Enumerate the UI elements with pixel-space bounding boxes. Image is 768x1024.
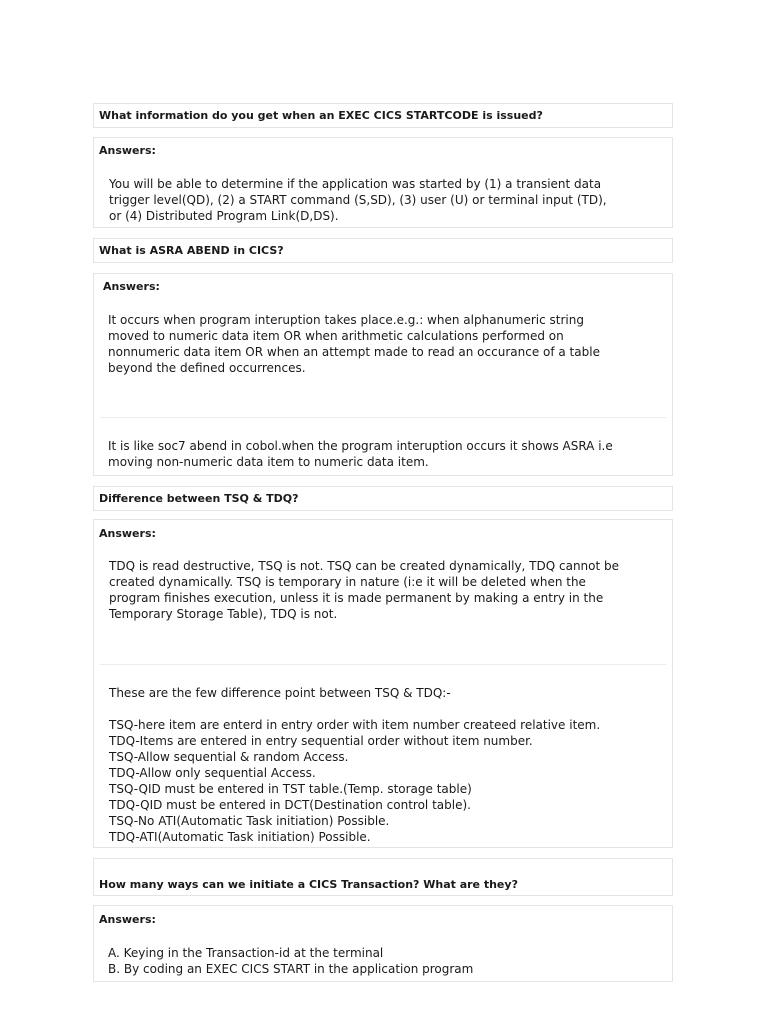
answers-label-2: Answers:	[103, 280, 160, 293]
answers-label-4: Answers:	[99, 913, 156, 926]
question-box-1	[93, 103, 673, 128]
answer-paragraph-4a: A. Keying in the Transaction-id at the terminal B. By coding an EXEC CICS START in the application program	[108, 946, 474, 976]
answer-paragraph-1a: You will be able to determine if the application was started by (1) a transient data trigger level(QD), (2) a START command (S,SD), (3) user (U) or terminal input (TD), or (4) Distributed Program Link(D,DS).	[109, 177, 607, 223]
answer-paragraph-2a: It occurs when program interuption takes place.e.g.: when alphanumeric string moved to numeric data item OR when arithmetic calculations performed on nonnumeric data item OR when an attempt made to read an occurance of a table beyond the defined occurrences.	[108, 313, 600, 375]
answer-box-3	[93, 519, 673, 848]
answers-label-3: Answers:	[99, 527, 156, 540]
answers-label-1: Answers:	[99, 144, 156, 157]
answer-divider-2	[100, 417, 666, 418]
question-text-4: How many ways can we initiate a CICS Transaction? What are they?	[99, 878, 518, 891]
answer-paragraph-3b: These are the few difference point between TSQ & TDQ:- TSQ-here item are enterd in entry order with item number createed relative item. TDQ-Items are entered in entry sequential order without item number. TSQ-Allow sequential & random Access. TDQ-Allow only sequential Access. TSQ-QID must be entered in TST table.(Temp. storage table) TDQ-QID must be entered in DCT(Destination control table). TSQ-No ATI(Automatic Task initiation) Possible. TDQ-ATI(Automatic Task initiation) Possible.	[109, 686, 601, 844]
question-box-4	[93, 858, 673, 896]
question-text-1: What information do you get when an EXEC CICS STARTCODE is issued?	[99, 109, 543, 122]
question-text-2: What is ASRA ABEND in CICS?	[99, 244, 284, 257]
question-box-3	[93, 486, 673, 511]
question-box-2	[93, 238, 673, 263]
answer-paragraph-3a: TDQ is read destructive, TSQ is not. TSQ can be created dynamically, TDQ cannot be created dynamically. TSQ is temporary in nature (i:e it will be deleted when the program finishes execution, unless it is made permanent by making a entry in the Temporary Storage Table), TDQ is not.	[109, 559, 620, 621]
answer-paragraph-2b: It is like soc7 abend in cobol.when the program interuption occurs it shows ASRA i.e moving non-numeric data item to numeric data item.	[108, 439, 613, 469]
question-text-3: Difference between TSQ & TDQ?	[99, 492, 299, 505]
answer-box-1	[93, 137, 673, 228]
answer-box-2	[93, 273, 673, 476]
answer-divider-3	[100, 664, 666, 665]
answer-box-4	[93, 905, 673, 982]
